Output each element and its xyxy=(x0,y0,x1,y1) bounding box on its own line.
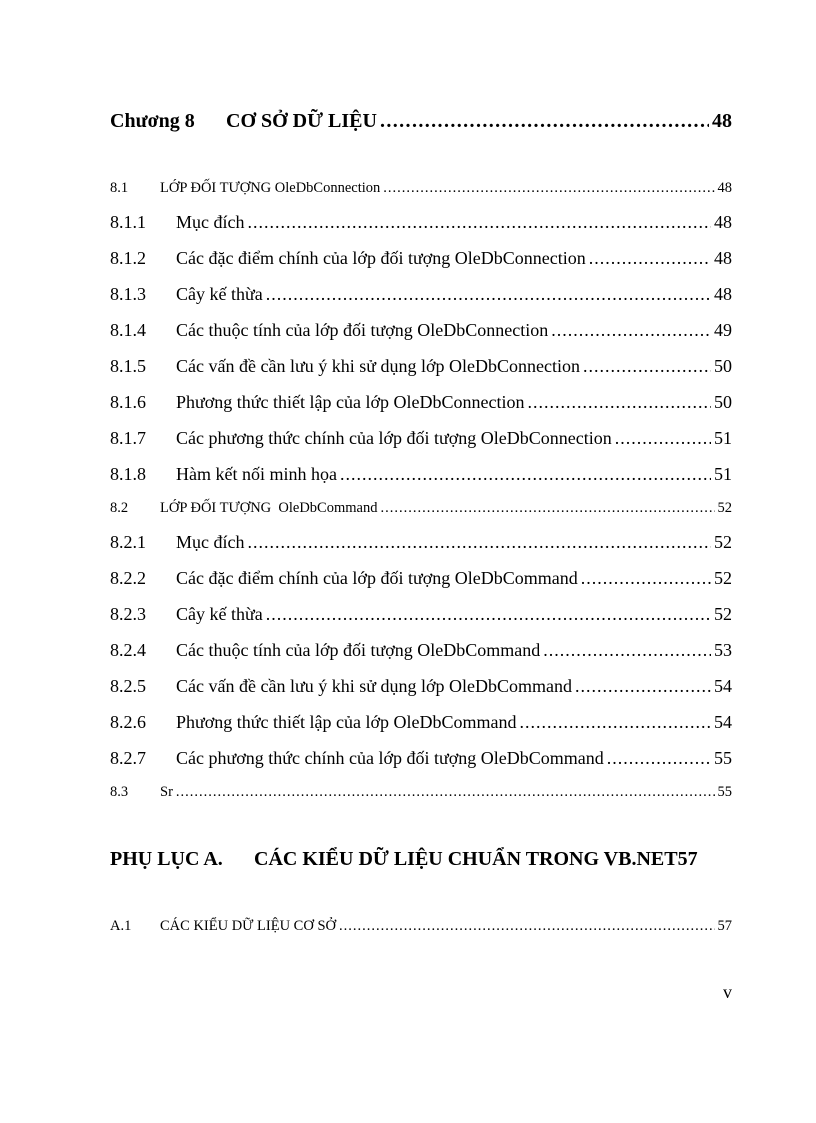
dot-leader xyxy=(266,604,711,625)
toc-title: Mục đích xyxy=(176,532,245,552)
toc-title: Cây kế thừa xyxy=(176,604,263,624)
toc-item[interactable] xyxy=(110,568,732,589)
toc-number: 8.1.6 xyxy=(110,392,146,412)
toc-number: 8.2.6 xyxy=(110,712,146,732)
dot-leader xyxy=(339,918,715,935)
toc-appendix-a[interactable] xyxy=(110,848,732,871)
toc-item[interactable] xyxy=(110,464,732,485)
dot-leader xyxy=(581,568,711,589)
dot-leader xyxy=(607,748,711,769)
toc-item[interactable] xyxy=(110,284,732,305)
toc-number: 8.2 xyxy=(110,500,129,516)
toc-number: PHỤ LỤC A. xyxy=(110,848,223,870)
toc-page: 53 xyxy=(714,640,732,660)
toc-title: Mục đích xyxy=(176,212,245,232)
dot-leader xyxy=(551,320,711,341)
toc-item[interactable] xyxy=(110,712,732,733)
toc-page: 48 xyxy=(714,248,732,268)
toc-item[interactable] xyxy=(110,676,732,697)
toc-item[interactable] xyxy=(110,320,732,341)
dot-leader xyxy=(575,676,711,697)
toc-title: Các đặc điểm chính của lớp đối tượng OleDbCommand xyxy=(176,568,578,588)
toc-title: Các thuộc tính của lớp đối tượng OleDbCommand xyxy=(176,640,541,660)
toc-page: 52 xyxy=(714,532,732,552)
toc-title: LỚP ĐỐI TƯỢNG OleDbConnection xyxy=(160,180,381,196)
toc-page: 51 xyxy=(714,428,732,448)
dot-leader xyxy=(583,356,711,377)
toc-item[interactable] xyxy=(110,604,732,625)
toc-page: 52 xyxy=(717,500,732,516)
toc-title: Hàm kết nối minh họa xyxy=(176,464,337,484)
toc-number: 8.1.1 xyxy=(110,212,146,232)
toc-title: CÁC KIỂU DỮ LIỆU CHUẨN TRONG VB.NET xyxy=(254,848,678,870)
toc-item[interactable] xyxy=(110,212,732,233)
toc-title: Các đặc điểm chính của lớp đối tượng OleDbConnection xyxy=(176,248,586,268)
toc-title: Sr xyxy=(160,784,173,800)
dot-leader xyxy=(543,640,711,661)
dot-leader xyxy=(340,464,711,485)
toc-item[interactable] xyxy=(110,428,732,449)
toc-number: 8.1.5 xyxy=(110,356,146,376)
toc-number: 8.1.4 xyxy=(110,320,146,340)
toc-title: Các phương thức chính của lớp đối tượng OleDbCommand xyxy=(176,748,604,768)
dot-leader xyxy=(380,110,709,133)
dot-leader xyxy=(247,532,711,553)
toc-number: Chương 8 xyxy=(110,110,195,132)
toc-number: 8.2.3 xyxy=(110,604,146,624)
toc-number: 8.1.7 xyxy=(110,428,146,448)
toc-number: 8.1.3 xyxy=(110,284,146,304)
toc-page: 48 xyxy=(714,284,732,304)
toc-page: 54 xyxy=(714,712,732,732)
dot-leader xyxy=(383,180,714,197)
dot-leader xyxy=(176,784,715,801)
toc-chapter-8[interactable] xyxy=(110,110,732,133)
toc-title: LỚP ĐỐI TƯỢNG OleDbCommand xyxy=(160,500,378,516)
page-number: v xyxy=(723,982,732,1002)
toc-page: 54 xyxy=(714,676,732,696)
toc-section-8-1[interactable] xyxy=(110,180,732,197)
toc-item[interactable] xyxy=(110,356,732,377)
toc-number: 8.2.7 xyxy=(110,748,146,768)
toc-item[interactable] xyxy=(110,248,732,269)
toc-item[interactable] xyxy=(110,748,732,769)
toc-page: 48 xyxy=(712,110,732,132)
toc-number: 8.1.2 xyxy=(110,248,146,268)
toc-item[interactable] xyxy=(110,532,732,553)
toc-number: 8.2.4 xyxy=(110,640,146,660)
toc-section-8-2[interactable] xyxy=(110,500,732,517)
toc-number: A.1 xyxy=(110,918,132,934)
dot-leader xyxy=(615,428,711,449)
toc-title: Các vấn đề cần lưu ý khi sử dụng lớp OleDbCommand xyxy=(176,676,572,696)
toc-number: 8.2.1 xyxy=(110,532,146,552)
toc-title: CƠ SỞ DỮ LIỆU xyxy=(226,110,377,132)
toc-section-8-3[interactable] xyxy=(110,784,732,801)
toc-section-a-1[interactable] xyxy=(110,918,732,935)
dot-leader xyxy=(247,212,711,233)
toc-page: 48 xyxy=(717,180,732,196)
toc-number: 8.3 xyxy=(110,784,129,800)
toc-title: CÁC KIỂU DỮ LIỆU CƠ SỞ xyxy=(160,918,336,934)
toc-page: 57 xyxy=(717,918,732,934)
toc-title: Phương thức thiết lập của lớp OleDbConnection xyxy=(176,392,525,412)
toc-item[interactable] xyxy=(110,392,732,413)
toc-title: Các vấn đề cần lưu ý khi sử dụng lớp OleDbConnection xyxy=(176,356,580,376)
toc-number: 8.1 xyxy=(110,180,129,196)
toc-title: Các phương thức chính của lớp đối tượng OleDbConnection xyxy=(176,428,612,448)
dot-leader xyxy=(528,392,712,413)
toc-page: 57 xyxy=(677,848,698,870)
toc-page: 49 xyxy=(714,320,732,340)
toc-number: 8.2.5 xyxy=(110,676,146,696)
toc-page: 50 xyxy=(714,356,732,376)
toc-title: Phương thức thiết lập của lớp OleDbCommand xyxy=(176,712,517,732)
dot-leader xyxy=(589,248,711,269)
dot-leader xyxy=(520,712,712,733)
toc-item[interactable] xyxy=(110,640,732,661)
toc-page: 52 xyxy=(714,604,732,624)
toc-page: 48 xyxy=(714,212,732,232)
toc-page: 55 xyxy=(714,748,732,768)
toc-title: Các thuộc tính của lớp đối tượng OleDbConnection xyxy=(176,320,549,340)
toc-title: Cây kế thừa xyxy=(176,284,263,304)
toc-number: 8.1.8 xyxy=(110,464,146,484)
toc-number: 8.2.2 xyxy=(110,568,146,588)
toc-page: 51 xyxy=(714,464,732,484)
dot-leader xyxy=(266,284,711,305)
toc-page: 55 xyxy=(717,784,732,800)
dot-leader xyxy=(380,500,714,517)
toc-page: 50 xyxy=(714,392,732,412)
toc-page: 52 xyxy=(714,568,732,588)
